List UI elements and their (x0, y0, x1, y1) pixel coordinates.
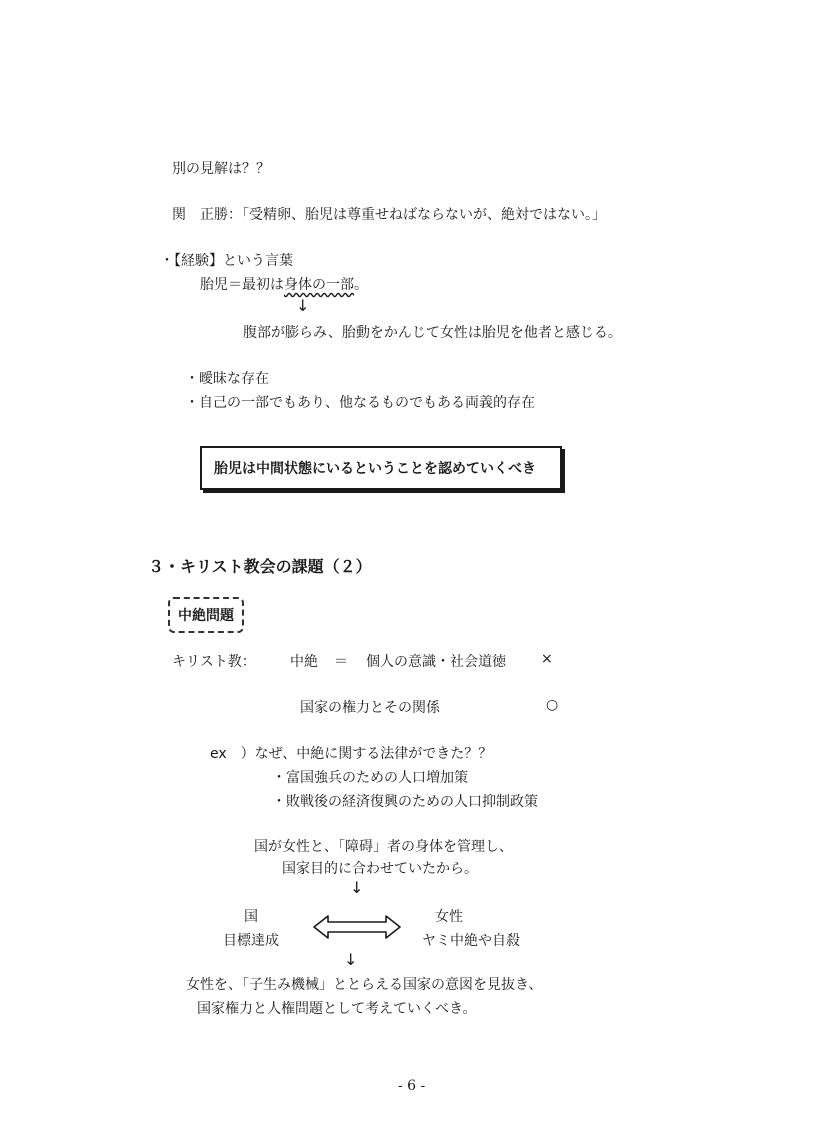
equals-sign: ＝ (334, 654, 348, 670)
experience-bullet-1: ・曖昧な存在 (185, 371, 269, 387)
fetus-conclusion-box (200, 446, 562, 490)
experience-down-arrow-icon: ↓ (296, 296, 310, 315)
woman-label: 女性 (435, 909, 463, 925)
christianity-label: キリスト教： (172, 654, 256, 670)
circle-mark-icon: ○ (546, 697, 559, 713)
experience-line1-emph: 身体の一部 (284, 277, 354, 293)
topic-label: 中絶問題 (178, 608, 234, 624)
reason-line-2: 国家目的に合わせていたから。 (282, 861, 478, 877)
experience-line1-prefix: 胎児＝最初は (200, 277, 284, 293)
topic-box (168, 597, 244, 633)
section3-heading: ３・キリスト教会の課題（２） (148, 557, 372, 576)
state-label: 国 (244, 909, 258, 925)
reason-down-arrow-icon: ↓ (350, 878, 364, 897)
opinion-question: 別の見解は？？ (172, 161, 270, 177)
experience-bullet-2: ・自己の一部でもあり、他なるものでもある両義的存在 (185, 395, 535, 411)
example-item-1: ・富国強兵のための人口増加策 (272, 770, 468, 786)
experience-line1 (200, 274, 368, 294)
state-power: 国家の権力とその関係 (300, 700, 440, 716)
opinion-quote: 関 正勝：「受精卵、胎児は尊重せねばならないが、絶対ではない。」 (172, 207, 606, 223)
fetus-conclusion-text: 胎児は中間状態にいるということを認めていくべき (214, 461, 536, 477)
abortion-term: 中絶 (290, 654, 318, 670)
conclusion-line-2: 国家権力と人権問題として考えていくべき。 (197, 1001, 477, 1017)
state-goal: 目標達成 (223, 933, 279, 949)
conclusion-line-1: 女性を、「子生み機械」ととらえる国家の意図を見抜き、 (186, 977, 543, 993)
experience-line2: 腹部が膨らみ、胎動をかんじて女性は胎児を他者と感じる。 (243, 325, 622, 341)
double-arrow-icon (312, 912, 402, 942)
cross-mark-icon: × (541, 651, 553, 667)
illegal-abortion-suicide: ヤミ中絶や自殺 (422, 933, 520, 949)
reason-line-1: 国が女性と、「障碍」者の身体を管理し、 (254, 839, 513, 855)
example-item-2: ・敗戦後の経済復興のための人口抑制政策 (272, 794, 538, 810)
page-number: - 6 - (398, 1078, 426, 1094)
experience-line1-suffix: 。 (354, 277, 368, 293)
individual-morality: 個人の意識・社会道徳 (366, 654, 506, 670)
experience-title: ・【経験】という言葉 (160, 253, 293, 269)
example-question: ex ）なぜ、中絶に関する法律ができた？？ (210, 746, 493, 762)
result-down-arrow-icon: ↓ (344, 950, 358, 969)
